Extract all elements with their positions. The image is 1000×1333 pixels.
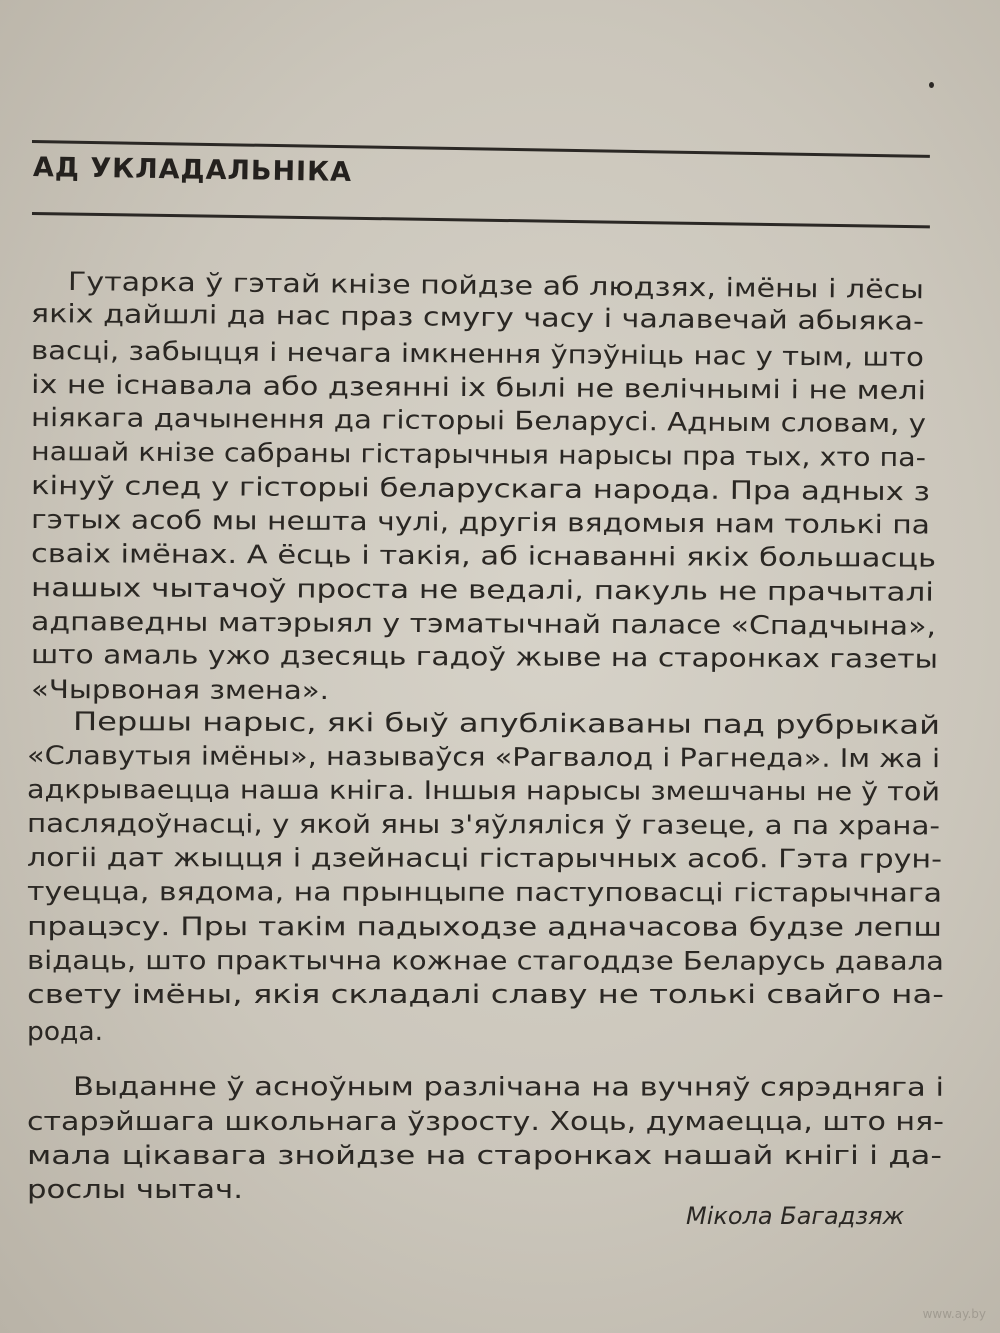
text-line: свету імёны, якія складалі славу не толькі свайго на- xyxy=(27,980,944,1010)
text-line: адпаведны матэрыял у тэматычнай паласе «Спадчына», xyxy=(30,607,937,642)
text-line: якіх дайшлі да нас праз смугу часу і чалавечай абыяка- xyxy=(30,299,925,337)
text-line: нашай кнізе сабраны гістарычныя нарысы пра тых, хто па- xyxy=(30,437,927,474)
text-line: васці, забыцця і нечага імкнення ўпэўніць нас у тым, што xyxy=(30,336,925,374)
text-line: «Славутыя імёны», называўся «Рагвалод і Рагнеда». Ім жа і xyxy=(26,741,941,775)
text-line: сваіх імёнах. А ёсць і такія, аб існаванні якіх большасць xyxy=(30,539,937,574)
site-watermark: www.ay.by xyxy=(922,1307,986,1321)
text-line: мала цікавага знойдзе на старонках нашай кнігі і да- xyxy=(27,1141,943,1171)
text-line: ніякага дачынення да гісторыі Беларусі. Адным словам, у xyxy=(30,403,927,440)
text-line: гэтых асоб мы нешта чулі, другія вядомыя нам толькі па xyxy=(30,505,931,541)
text-line: рослы чытач. xyxy=(27,1175,243,1205)
text-line: іх не існавала або дзеянні іх былі не велічнымі і не мелі xyxy=(30,370,927,407)
text-line: адкрываецца наша кніга. Іншыя нарысы змешчаны не ў той xyxy=(26,775,941,808)
text-line: што амаль ужо дзесяць гадоў жыве на старонках газеты xyxy=(30,640,939,675)
text-line: Першы нарыс, які быў апублікаваны пад рубрыкай xyxy=(72,707,941,741)
text-line: нашых чытачоў проста не ведалі, пакуль не прачыталі xyxy=(30,573,935,608)
text-line: рода. xyxy=(27,1017,104,1047)
text-line: Гутарка ў гэтай кнізе пойдзе аб людзях, імёны і лёсы xyxy=(67,267,925,306)
author-signature: Мікола Багадзяж xyxy=(686,1202,905,1230)
text-line: старэйшага школьнага ўзросту. Хоць, думаецца, што ня- xyxy=(27,1107,945,1137)
text-line: паслядоўнасці, у якой яны з'яўляліся ў газеце, а па храна- xyxy=(26,809,941,842)
text-line: Выданне ў асноўным разлічана на вучняў сярэдняга і xyxy=(72,1072,945,1103)
ink-speck xyxy=(929,82,934,88)
text-line: туецца, вядома, на прынцыпе паступовасці гістарычнага xyxy=(26,877,943,909)
text-line: логіі дат жыцця і дзейнасці гістарычных асоб. Гэта грун- xyxy=(26,843,943,875)
text-line: працэсу. Пры такім падыходзе адначасова будзе лепш xyxy=(26,912,943,943)
heading-bottom-rule xyxy=(32,212,930,228)
section-heading: АД УКЛАДАЛЬНІКА xyxy=(32,152,353,189)
text-line: відаць, што практычна кожнае стагоддзе Беларусь давала xyxy=(26,946,944,977)
text-line: «Чырвоная змена». xyxy=(30,675,330,707)
text-line: кінуў след у гісторыі беларускага народа. Пра адных з xyxy=(30,471,931,508)
